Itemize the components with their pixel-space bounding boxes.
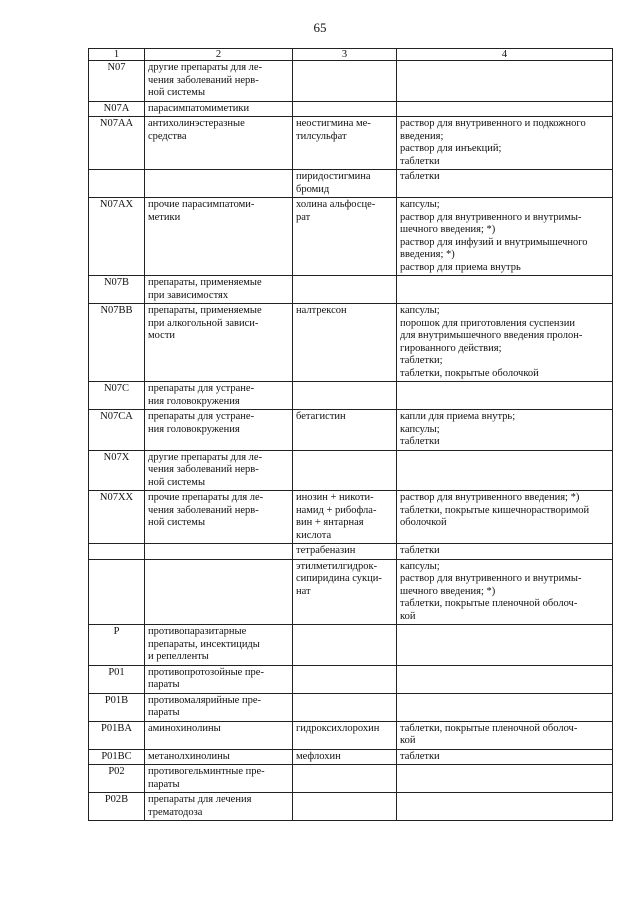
drug-cell bbox=[293, 765, 397, 793]
table-row bbox=[89, 276, 613, 304]
table-row bbox=[89, 170, 613, 198]
atc-code-cell: P bbox=[89, 625, 145, 666]
table-row bbox=[89, 117, 613, 170]
atc-code-cell: P01B bbox=[89, 693, 145, 721]
group-cell bbox=[145, 559, 293, 625]
form-cell bbox=[397, 61, 613, 102]
drug-cell bbox=[293, 61, 397, 102]
drug-cell: неостигмина ме- тилсульфат bbox=[293, 117, 397, 170]
drug-cell: налтрексон bbox=[293, 304, 397, 382]
group-cell: препараты для устране- ния головокружения bbox=[145, 410, 293, 451]
drug-cell: холина альфосце- рат bbox=[293, 198, 397, 276]
table-row bbox=[89, 721, 613, 749]
table-row bbox=[89, 625, 613, 666]
form-cell: раствор для внутривенного и подкожного введения; раствор для инъекций; таблетки bbox=[397, 117, 613, 170]
group-cell: парасимпатомиметики bbox=[145, 101, 293, 117]
atc-code-cell: N07X bbox=[89, 450, 145, 491]
atc-code-cell bbox=[89, 559, 145, 625]
drug-cell: пиридостигмина бромид bbox=[293, 170, 397, 198]
table-row bbox=[89, 410, 613, 451]
column-header: 1 bbox=[89, 49, 145, 61]
group-cell: метанолхинолины bbox=[145, 749, 293, 765]
group-cell bbox=[145, 170, 293, 198]
table-row bbox=[89, 793, 613, 821]
drug-cell: гидроксихлорохин bbox=[293, 721, 397, 749]
drug-cell: инозин + никоти- намид + рибофла- вин + янтарная кислота bbox=[293, 491, 397, 544]
drug-cell: мефлохин bbox=[293, 749, 397, 765]
form-cell: капли для приема внутрь; капсулы; таблетки bbox=[397, 410, 613, 451]
group-cell: препараты, применяемые при алкогольной зависи- мости bbox=[145, 304, 293, 382]
column-header: 3 bbox=[293, 49, 397, 61]
form-cell: капсулы; порошок для приготовления суспензии для внутримышечного введения пролон- гированного действия; таблетки; таблетки, покрытые оболочкой bbox=[397, 304, 613, 382]
atc-code-cell: P02B bbox=[89, 793, 145, 821]
group-cell: противопаразитарные препараты, инсектициды и репелленты bbox=[145, 625, 293, 666]
atc-code-cell: P02 bbox=[89, 765, 145, 793]
drug-cell bbox=[293, 693, 397, 721]
atc-code-cell: N07CA bbox=[89, 410, 145, 451]
group-cell bbox=[145, 544, 293, 560]
form-cell: капсулы; раствор для внутривенного и внутримы- шечного введения; *) таблетки, покрытые пленочной оболоч- кой bbox=[397, 559, 613, 625]
drug-cell bbox=[293, 382, 397, 410]
form-cell bbox=[397, 382, 613, 410]
form-cell: капсулы; раствор для внутривенного и внутримы- шечного введения; *) раствор для инфузий и внутримышечного введения; *) раствор для приема внутрь bbox=[397, 198, 613, 276]
table-row bbox=[89, 559, 613, 625]
form-cell: раствор для внутривенного введения; *) таблетки, покрытые кишечнорастворимой оболочкой bbox=[397, 491, 613, 544]
group-cell: противопротозойные пре- параты bbox=[145, 665, 293, 693]
page-number: 65 bbox=[313, 20, 327, 35]
form-cell bbox=[397, 765, 613, 793]
table-row bbox=[89, 491, 613, 544]
atc-code-cell: P01BC bbox=[89, 749, 145, 765]
drug-cell bbox=[293, 625, 397, 666]
table-row bbox=[89, 101, 613, 117]
form-cell bbox=[397, 101, 613, 117]
form-cell bbox=[397, 450, 613, 491]
atc-code-cell: N07C bbox=[89, 382, 145, 410]
atc-code-cell bbox=[89, 544, 145, 560]
atc-code-cell: P01BA bbox=[89, 721, 145, 749]
atc-code-cell: N07AX bbox=[89, 198, 145, 276]
table-row bbox=[89, 450, 613, 491]
form-cell: таблетки bbox=[397, 170, 613, 198]
group-cell: противомалярийные пре- параты bbox=[145, 693, 293, 721]
atc-code-cell bbox=[89, 170, 145, 198]
table-row bbox=[89, 693, 613, 721]
group-cell: антихолинэстеразные средства bbox=[145, 117, 293, 170]
table-row bbox=[89, 198, 613, 276]
form-cell bbox=[397, 793, 613, 821]
atc-code-cell: N07XX bbox=[89, 491, 145, 544]
group-cell: препараты для устране- ния головокружения bbox=[145, 382, 293, 410]
atc-code-cell: N07AA bbox=[89, 117, 145, 170]
table-row bbox=[89, 544, 613, 560]
form-cell bbox=[397, 625, 613, 666]
drug-cell bbox=[293, 276, 397, 304]
table-row bbox=[89, 749, 613, 765]
column-header: 4 bbox=[397, 49, 613, 61]
group-cell: другие препараты для ле- чения заболеваний нерв- ной системы bbox=[145, 450, 293, 491]
group-cell: аминохинолины bbox=[145, 721, 293, 749]
atc-code-cell: N07BB bbox=[89, 304, 145, 382]
group-cell: противогельминтные пре- параты bbox=[145, 765, 293, 793]
drug-cell bbox=[293, 793, 397, 821]
table-row bbox=[89, 765, 613, 793]
form-cell: таблетки bbox=[397, 544, 613, 560]
drug-cell: бетагистин bbox=[293, 410, 397, 451]
form-cell: таблетки, покрытые пленочной оболоч- кой bbox=[397, 721, 613, 749]
medication-table bbox=[88, 48, 613, 821]
atc-code-cell: N07B bbox=[89, 276, 145, 304]
form-cell bbox=[397, 693, 613, 721]
group-cell: прочие парасимпатоми- метики bbox=[145, 198, 293, 276]
table-row bbox=[89, 382, 613, 410]
table-header-row bbox=[89, 49, 613, 61]
form-cell bbox=[397, 276, 613, 304]
atc-code-cell: N07 bbox=[89, 61, 145, 102]
drug-cell bbox=[293, 665, 397, 693]
group-cell: препараты для лечения трематодоза bbox=[145, 793, 293, 821]
group-cell: прочие препараты для ле- чения заболеваний нерв- ной системы bbox=[145, 491, 293, 544]
drug-cell bbox=[293, 101, 397, 117]
form-cell bbox=[397, 665, 613, 693]
form-cell: таблетки bbox=[397, 749, 613, 765]
table-row bbox=[89, 61, 613, 102]
atc-code-cell: N07A bbox=[89, 101, 145, 117]
group-cell: другие препараты для ле- чения заболеваний нерв- ной системы bbox=[145, 61, 293, 102]
drug-cell: этилметилгидрок- сипиридина сукци- нат bbox=[293, 559, 397, 625]
table-row bbox=[89, 665, 613, 693]
table-row bbox=[89, 304, 613, 382]
drug-cell: тетрабеназин bbox=[293, 544, 397, 560]
drug-cell bbox=[293, 450, 397, 491]
atc-code-cell: P01 bbox=[89, 665, 145, 693]
column-header: 2 bbox=[145, 49, 293, 61]
group-cell: препараты, применяемые при зависимостях bbox=[145, 276, 293, 304]
